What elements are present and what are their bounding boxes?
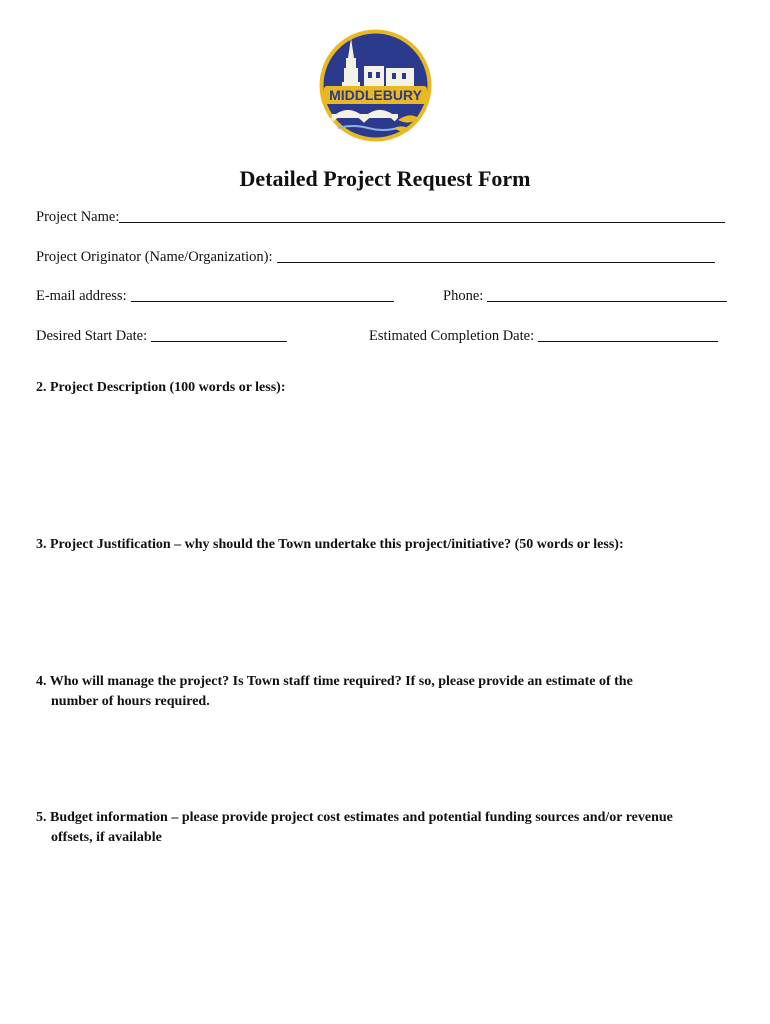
completion-date-field[interactable] — [369, 328, 718, 345]
originator-label: Project Originator (Name/Organization): — [36, 249, 273, 265]
completion-date-label: Estimated Completion Date: — [369, 328, 535, 344]
start-date-field[interactable] — [36, 328, 287, 345]
question-5-line-2: offsets, if available — [51, 830, 162, 845]
question-3-text: 3. Project Justification – why should the Town undertake this project/initiative? (50 words or less): — [36, 537, 624, 552]
phone-field[interactable] — [443, 288, 727, 305]
project-name-label: Project Name: — [36, 209, 120, 225]
question-2 — [36, 378, 285, 398]
phone-line[interactable] — [487, 300, 727, 302]
question-5-line-1: 5. Budget information – please provide project cost estimates and potential funding sources and/or revenue — [36, 810, 673, 825]
question-2-text: 2. Project Description (100 words or less): — [36, 380, 286, 395]
completion-date-line[interactable] — [538, 340, 718, 342]
project-name-line[interactable] — [119, 221, 725, 223]
question-4-line-2: number of hours required. — [51, 694, 210, 709]
form-title: Detailed Project Request Form — [239, 166, 531, 191]
email-field[interactable] — [36, 288, 394, 305]
question-4-line-1: 4. Who will manage the project? Is Town staff time required? If so, please provide an estimate of the — [36, 674, 633, 689]
email-label: E-mail address: — [36, 288, 127, 304]
question-5 — [36, 808, 673, 848]
start-date-label: Desired Start Date: — [36, 328, 148, 344]
email-line[interactable] — [131, 300, 394, 302]
phone-label: Phone: — [443, 288, 484, 304]
middlebury-seal-logo — [318, 28, 433, 143]
logo-text: MIDDLEBURY — [329, 87, 422, 103]
originator-field[interactable] — [36, 249, 715, 266]
project-name-field[interactable] — [36, 209, 725, 226]
start-date-line[interactable] — [151, 340, 287, 342]
originator-line[interactable] — [277, 261, 715, 263]
question-3 — [36, 535, 624, 555]
question-4 — [36, 672, 633, 712]
